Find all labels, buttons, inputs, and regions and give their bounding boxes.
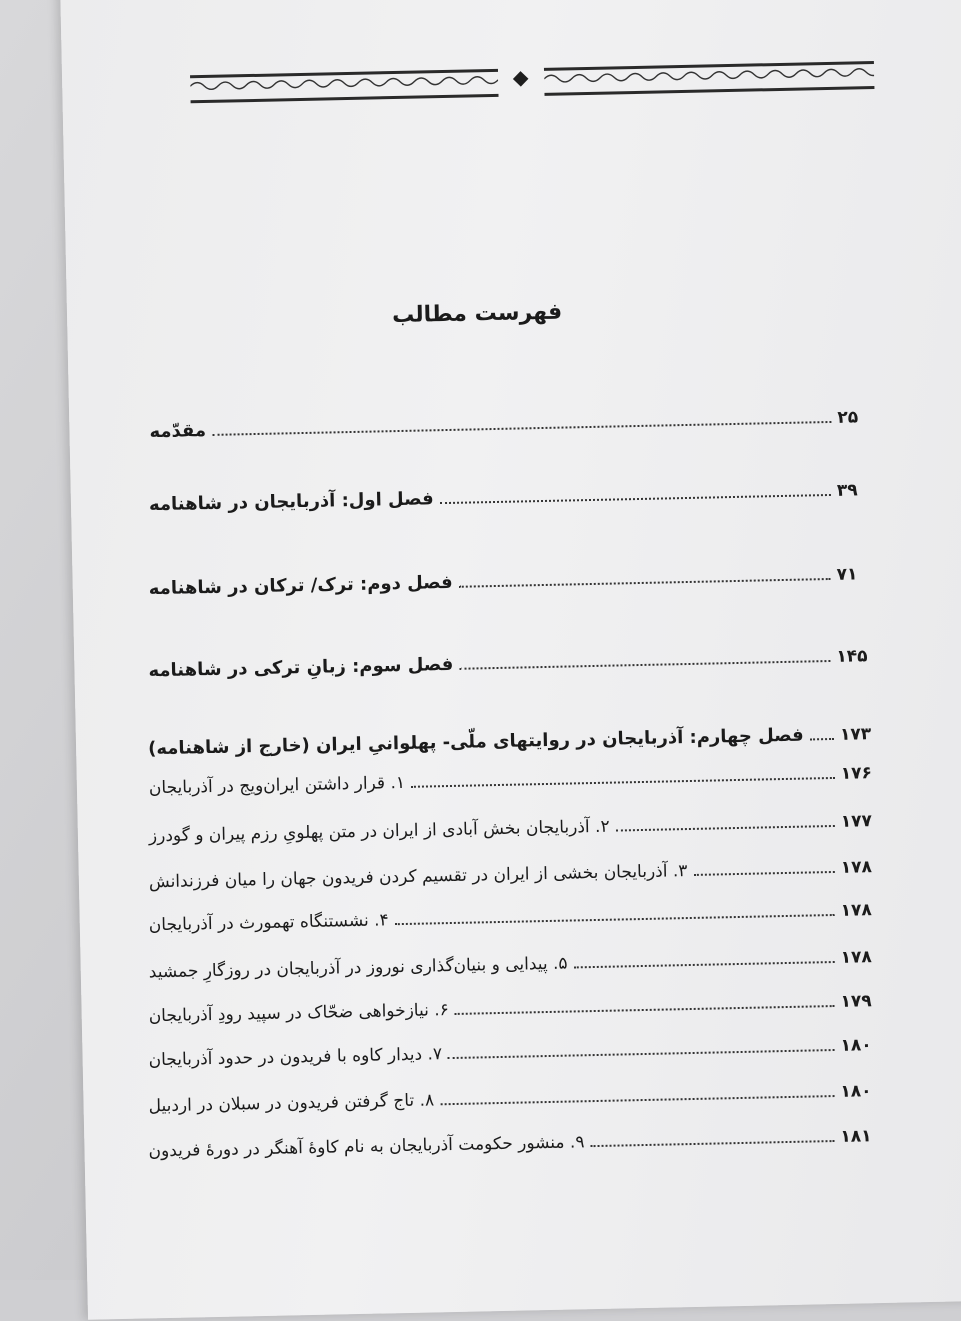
toc-subentry [148,1035,888,1070]
toc-entry-label: فصل چهارم: آذربایجان در روایتهای ملّی- پهلوانیِ ایران (خارج از شاهنامه) [147,724,804,760]
toc-page-number: ۱۷۸ [840,947,872,968]
toc-subentry [149,763,889,798]
dot-leader [459,659,830,670]
toc-entry [149,563,885,599]
toc-entry [148,645,884,681]
toc-subentry-label: ۱. قرار داشتن ایران‌ویج در آذربایجان [148,772,406,799]
toc-entry-label: مقدّمه [149,420,207,443]
toc-page-number: ۱۸۰ [840,1035,872,1056]
toc-entry-label: فصل سوم: زبانِ ترکی در شاهنامه [148,653,454,682]
toc-subentry-label: ۷. دیدار کاوه با فریدون در حدود آذربایجان [148,1044,443,1071]
toc-subentry [149,811,889,846]
toc-entry [149,479,885,515]
toc-page-number: ۱۷۸ [840,857,873,878]
toc-subentry-label: ۹. منشور حکومت آذربایجان به نام کاوهٔ آهنگر در دورهٔ فریدون [148,1132,585,1162]
toc-page-number: ۱۸۰ [840,1081,872,1102]
toc-subentry [149,857,889,892]
dot-leader [616,824,835,832]
toc-page-number: ۷۱ [836,564,858,585]
dot-leader [448,1048,835,1059]
toc-subentry-label: ۸. تاج گرفتن فریدون در سبلان در اردبیل [148,1090,435,1117]
toc-page-number: ۳۹ [836,480,858,501]
toc-page-number: ۱۴۵ [836,646,868,667]
toc-page-number: ۱۷۸ [840,900,873,921]
toc-page-number: ۲۵ [837,407,859,428]
toc-subentry [149,900,889,935]
toc-subentry [148,1081,888,1116]
ornamental-border-right [544,61,875,96]
toc-subentry-label: ۵. پیدایی و بنیان‌گذاری نوروز در آذربایجان در روزگارِ جمشید [148,953,568,983]
toc-subentry-label: ۴. نشستنگاه تهمورث در آذربایجان [148,910,389,936]
toc-subentry-label: ۳. آذربایجان بخشی از ایران در تقسیم کردن فریدون جهان را میان فرزندانش [148,861,688,893]
toc-page-number: ۱۸۱ [840,1126,872,1147]
toc-subentry-label: ۲. آذربایجان بخش آبادی از ایران در متن پهلویِ رزم پیران و گودرز [148,816,610,847]
toc-entry [149,406,885,442]
page-title: فهرست مطالب [391,299,563,329]
toc-page-number: ۱۷۹ [840,991,872,1012]
dot-leader [693,870,834,876]
dot-leader [810,737,834,741]
toc-subentry [148,1126,888,1161]
toc-page-number: ۱۷۳ [839,724,872,745]
dot-leader [440,1094,834,1105]
dot-leader [440,493,831,504]
toc-page-number: ۱۷۶ [840,763,873,784]
toc-subentry [149,947,889,982]
dot-leader [591,1139,835,1147]
dot-leader [455,1004,835,1015]
toc-entry [148,723,888,759]
toc-entry-label: فصل دوم: ترک/ ترکان در شاهنامه [148,571,453,600]
toc-subentry-label: ۶. نیازخواهی ضحّاک در سپید رودِ آذربایجان [148,1000,450,1027]
dot-leader [411,776,835,788]
dot-leader [395,913,835,925]
book-page [60,0,961,1320]
toc-page-number: ۱۷۷ [840,811,873,832]
toc-entry-label: فصل اول: آذربایجان در شاهنامه [148,488,434,516]
diamond-ornament-icon [513,71,529,87]
dot-leader [459,577,831,588]
dot-leader [574,960,835,968]
dot-leader [212,420,831,436]
ornamental-border-left [190,69,499,103]
toc-subentry [149,991,889,1026]
